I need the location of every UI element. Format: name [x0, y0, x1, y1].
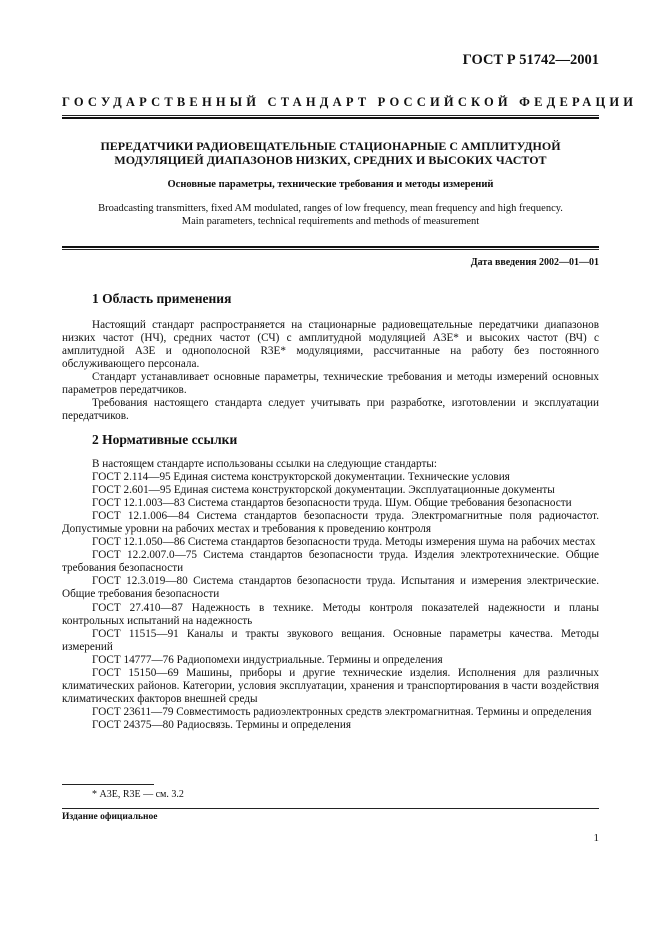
- english-title-line-1: Broadcasting transmitters, fixed AM modulated, ranges of low frequency, mean frequency and high frequency.: [98, 203, 563, 214]
- reference-item: ГОСТ 11515—91 Каналы и тракты звукового вещания. Основные параметры качества. Методы измерений: [62, 627, 599, 653]
- reference-item: ГОСТ 12.1.006—84 Система стандартов безопасности труда. Электромагнитные поля радиочастот. Допустимые уровни на рабочих местах и требования к проведению контроля: [62, 510, 599, 536]
- footnote: * А3Е, R3E — см. 3.2: [92, 789, 184, 800]
- introduction-date: Дата введения 2002—01—01: [470, 257, 599, 268]
- footnote-separator: [62, 784, 154, 785]
- section-2-body: [62, 458, 599, 732]
- section-1-body: [62, 319, 599, 423]
- reference-item: ГОСТ 12.1.050—86 Система стандартов безопасности труда. Методы измерения шума на рабочих местах: [92, 536, 596, 549]
- english-title: [62, 202, 599, 228]
- reference-item: ГОСТ 24375—80 Радиосвязь. Термины и определения: [92, 718, 352, 731]
- document-code: ГОСТ Р 51742—2001: [462, 52, 599, 68]
- document-subtitle: Основные параметры, технические требования и методы измерений: [167, 179, 494, 190]
- title-line-1: ПЕРЕДАТЧИКИ РАДИОВЕЩАТЕЛЬНЫЕ СТАЦИОНАРНЫЕ С АМПЛИТУДНОЙ: [100, 139, 561, 153]
- reference-item: ГОСТ 2.114—95 Единая система конструкторской документации. Технические условия: [92, 471, 510, 484]
- reference-item: ГОСТ 12.2.007.0—75 Система стандартов безопасности труда. Изделия электротехнические. Общие требования безопасности: [62, 549, 599, 575]
- title-line-2: МОДУЛЯЦИЕЙ ДИАПАЗОНОВ НИЗКИХ, СРЕДНИХ И ВЫСОКИХ ЧАСТОТ: [114, 152, 547, 167]
- header-rule-thin: [62, 115, 599, 116]
- reference-item: ГОСТ 2.601—95 Единая система конструкторской документации. Эксплуатационные документы: [92, 484, 555, 497]
- section-1-heading: 1 Область применения: [92, 291, 232, 306]
- section-1-paragraph: Стандарт устанавливает основные параметры, технические требования и методы измерений основных параметров передатчиков.: [62, 371, 599, 397]
- document-title: [62, 140, 599, 167]
- title-rule-thin: [62, 249, 599, 250]
- section-1-paragraph: Требования настоящего стандарта следует учитывать при разработке, изготовлении и эксплуатации передатчиков.: [62, 397, 599, 423]
- page-number: 1: [593, 832, 599, 844]
- english-title-line-2: Main parameters, technical requirements and methods of measurement: [181, 216, 480, 227]
- official-edition-label: Издание официальное: [62, 812, 158, 822]
- reference-item: ГОСТ 15150—69 Машины, приборы и другие технические изделия. Исполнения для различных климатических районов. Категории, условия эксплуатации, хранения и транспортирования в части воздействия климатических факторов внешней среды: [62, 666, 599, 705]
- official-edition-rule: [62, 808, 599, 809]
- reference-item: ГОСТ 23611—79 Совместимость радиоэлектронных средств электромагнитная. Термины и определения: [92, 705, 592, 718]
- state-standard-header: ГОСУДАРСТВЕННЫЙ СТАНДАРТ РОССИЙСКОЙ ФЕДЕРАЦИИ: [62, 95, 638, 109]
- reference-item: ГОСТ 27.410—87 Надежность в технике. Методы контроля показателей надежности и планы контрольных испытаний на надежность: [62, 601, 599, 627]
- header-rule-thick: [62, 117, 599, 119]
- section-2-intro: В настоящем стандарте использованы ссылки на следующие стандарты:: [92, 458, 437, 470]
- reference-item: ГОСТ 14777—76 Радиопомехи индустриальные. Термины и определения: [92, 653, 443, 666]
- title-rule-thick: [62, 246, 599, 248]
- section-2-heading: 2 Нормативные ссылки: [92, 432, 238, 447]
- section-1-paragraph: Настоящий стандарт распространяется на стационарные радиовещательные передатчики диапазонов низких частот (НЧ), средних частот (СЧ) с амплитудной модуляцией А3Е* и высоких частот (ВЧ) с амплитудной А3Е и однополосной R3E* модуляциями, рассчитанные на работу без постоянного обслуживающего персонала.: [62, 319, 599, 371]
- reference-item: ГОСТ 12.3.019—80 Система стандартов безопасности труда. Испытания и измерения электрические. Общие требования безопасности: [62, 575, 599, 601]
- reference-item: ГОСТ 12.1.003—83 Система стандартов безопасности труда. Шум. Общие требования безопасности: [92, 497, 572, 510]
